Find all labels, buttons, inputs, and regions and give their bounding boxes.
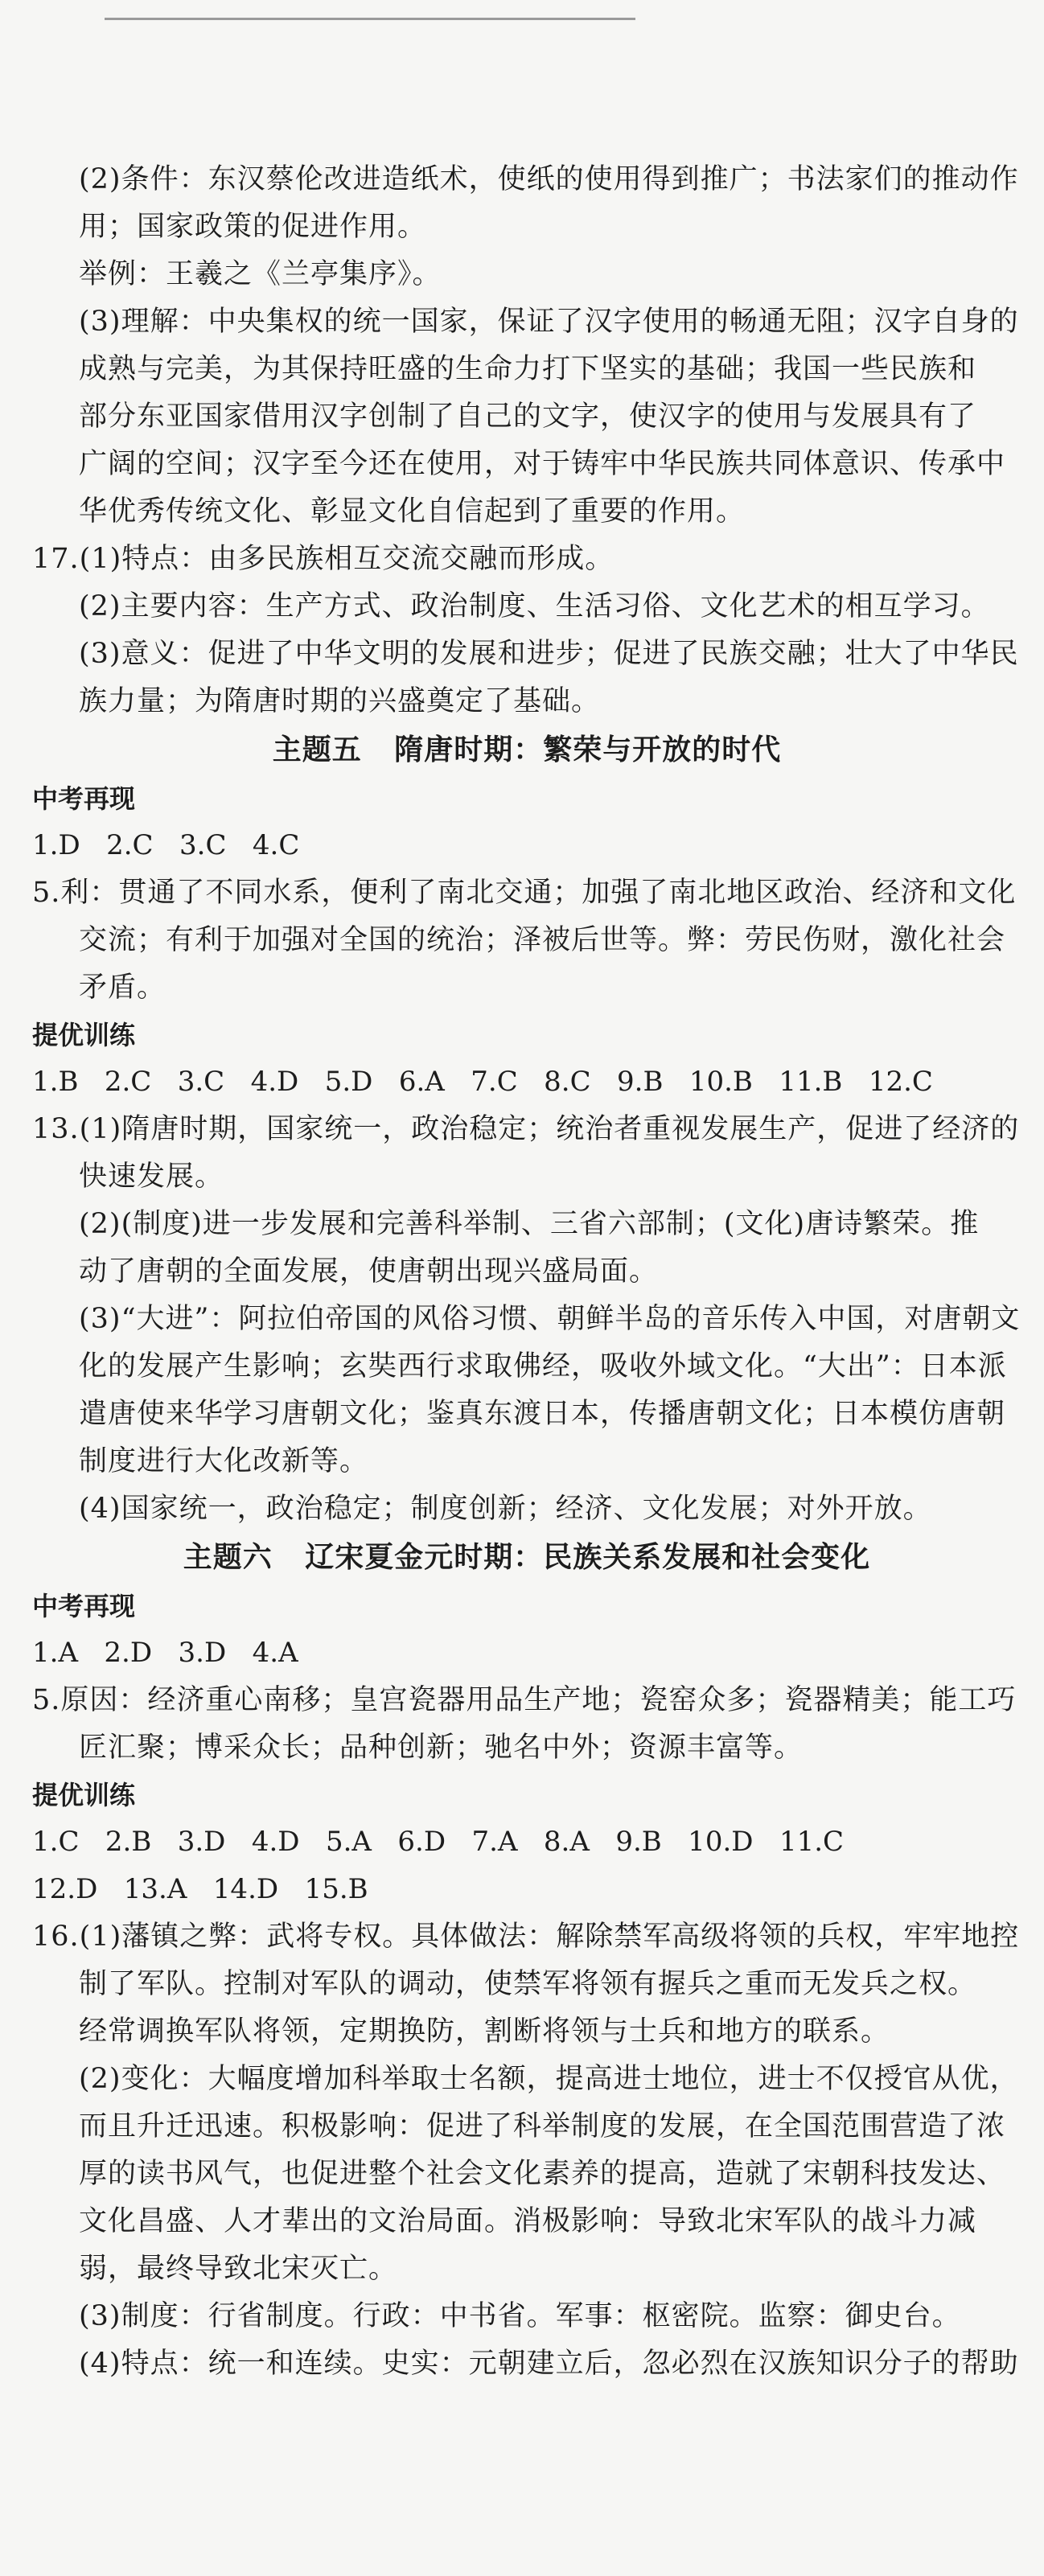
text-line: 华优秀传统文化、彰显文化自信起到了重要的作用。 bbox=[79, 495, 746, 528]
text-line: (2)(制度)进一步发展和完善科举制、三省六部制；(文化)唐诗繁荣。推 bbox=[79, 1208, 980, 1240]
top-rule bbox=[105, 18, 635, 20]
answer-page bbox=[32, 156, 1021, 2388]
text-line: (2)条件：东汉蔡伦改进造纸术，使纸的使用得到推广；书法家们的推动作 bbox=[79, 163, 1019, 195]
text-line: 弱，最终导致北宋灭亡。 bbox=[79, 2253, 398, 2285]
answer-key-line: 12.D 13.A 14.D 15.B bbox=[32, 1873, 368, 1905]
text-line: (2)变化：大幅度增加科举取士名额，提高进士地位，进士不仅授官从优， bbox=[79, 2063, 1019, 2095]
text-line: 经常调换军队将领，定期换防，割断将领与士兵和地方的联系。 bbox=[79, 2015, 890, 2048]
section-heading: 主题六 辽宋夏金元时期：民族关系发展和社会变化 bbox=[183, 1541, 871, 1574]
text-line: 举例：王羲之《兰亭集序》。 bbox=[79, 258, 442, 290]
text-line: (4)国家统一，政治稳定；制度创新；经济、文化发展；对外开放。 bbox=[79, 1493, 932, 1525]
text-line: 5.利：贯通了不同水系，便利了南北交通；加强了南北地区政治、经济和文化 bbox=[32, 877, 1017, 909]
text-line: 动了唐朝的全面发展，使唐朝出现兴盛局面。 bbox=[79, 1255, 659, 1288]
subsection-heading: 提优训练 bbox=[32, 1780, 136, 1810]
text-line: 制了军队。控制对军队的调动，使禁军将领有握兵之重而无发兵之权。 bbox=[79, 1968, 977, 2000]
text-line: 13.(1)隋唐时期，国家统一，政治稳定；统治者重视发展生产，促进了经济的 bbox=[32, 1113, 1020, 1145]
text-line: (3)理解：中央集权的统一国家，保证了汉字使用的畅通无阻；汉字自身的 bbox=[79, 306, 1019, 338]
text-line: 快速发展。 bbox=[79, 1161, 224, 1193]
text-line: (3)意义：促进了中华文明的发展和进步；促进了民族交融；壮大了中华民 bbox=[79, 638, 1019, 670]
text-line: 匠汇聚；博采众长；品种创新；驰名中外；资源丰富等。 bbox=[79, 1732, 804, 1764]
text-line: (3)“大进”：阿拉伯帝国的风俗习惯、朝鲜半岛的音乐传入中国，对唐朝文 bbox=[79, 1303, 1021, 1335]
text-line: 广阔的空间；汉字至今还在使用，对于铸牢中华民族共同体意识、传承中 bbox=[79, 448, 1006, 480]
text-line: 化的发展产生影响；玄奘西行求取佛经，吸收外域文化。“大出”：日本派 bbox=[79, 1350, 1007, 1382]
text-line: 成熟与完美，为其保持旺盛的生命力打下坚实的基础；我国一些民族和 bbox=[79, 353, 977, 385]
subsection-heading: 中考再现 bbox=[32, 783, 136, 814]
text-line: (2)主要内容：生产方式、政治制度、生活习俗、文化艺术的相互学习。 bbox=[79, 590, 990, 622]
section-heading: 主题五 隋唐时期：繁荣与开放的时代 bbox=[272, 733, 782, 766]
text-line: 5.原因：经济重心南移；皇宫瓷器用品生产地；瓷窑众多；瓷器精美；能工巧 bbox=[32, 1684, 1017, 1716]
text-line: 17.(1)特点：由多民族相互交流交融而形成。 bbox=[32, 543, 614, 575]
answer-key-line: 1.C 2.B 3.D 4.D 5.A 6.D 7.A 8.A 9.B 10.D 11.C bbox=[32, 1826, 845, 1858]
answer-key-line: 1.B 2.C 3.C 4.D 5.D 6.A 7.C 8.C 9.B 10.B 11.B 12.C bbox=[32, 1066, 933, 1098]
text-line: 族力量；为隋唐时期的兴盛奠定了基础。 bbox=[79, 685, 601, 717]
text-line: 制度进行大化改新等。 bbox=[79, 1445, 369, 1477]
subsection-heading: 提优训练 bbox=[32, 1020, 136, 1050]
text-line: 矛盾。 bbox=[79, 972, 166, 1004]
answer-key-line: 1.D 2.C 3.C 4.C bbox=[32, 829, 300, 861]
subsection-heading: 中考再现 bbox=[32, 1591, 136, 1621]
text-line: 遣唐使来华学习唐朝文化；鉴真东渡日本，传播唐朝文化；日本模仿唐朝 bbox=[79, 1398, 1006, 1430]
text-line: 部分东亚国家借用汉字创制了自己的文字，使汉字的使用与发展具有了 bbox=[79, 401, 977, 433]
text-line: (3)制度：行省制度。行政：中书省。军事：枢密院。监察：御史台。 bbox=[79, 2300, 961, 2332]
answer-key-line: 1.A 2.D 3.D 4.A bbox=[32, 1637, 298, 1669]
text-line: 而且升迁迅速。积极影响：促进了科举制度的发展，在全国范围营造了浓 bbox=[79, 2110, 1006, 2143]
text-line: 交流；有利于加强对全国的统治；泽被后世等。弊：劳民伤财，激化社会 bbox=[79, 924, 1006, 956]
text-line: 文化昌盛、人才辈出的文治局面。消极影响：导致北宋军队的战斗力减 bbox=[79, 2205, 977, 2237]
text-line: 16.(1)藩镇之弊：武将专权。具体做法：解除禁军高级将领的兵权，牢牢地控 bbox=[32, 1921, 1020, 1953]
text-line: (4)特点：统一和连续。史实：元朝建立后，忽必烈在汉族知识分子的帮助 bbox=[79, 2348, 1019, 2380]
text-line: 用；国家政策的促进作用。 bbox=[79, 211, 427, 243]
text-line: 厚的读书风气，也促进整个社会文化素养的提高，造就了宋朝科技发达、 bbox=[79, 2158, 1006, 2190]
